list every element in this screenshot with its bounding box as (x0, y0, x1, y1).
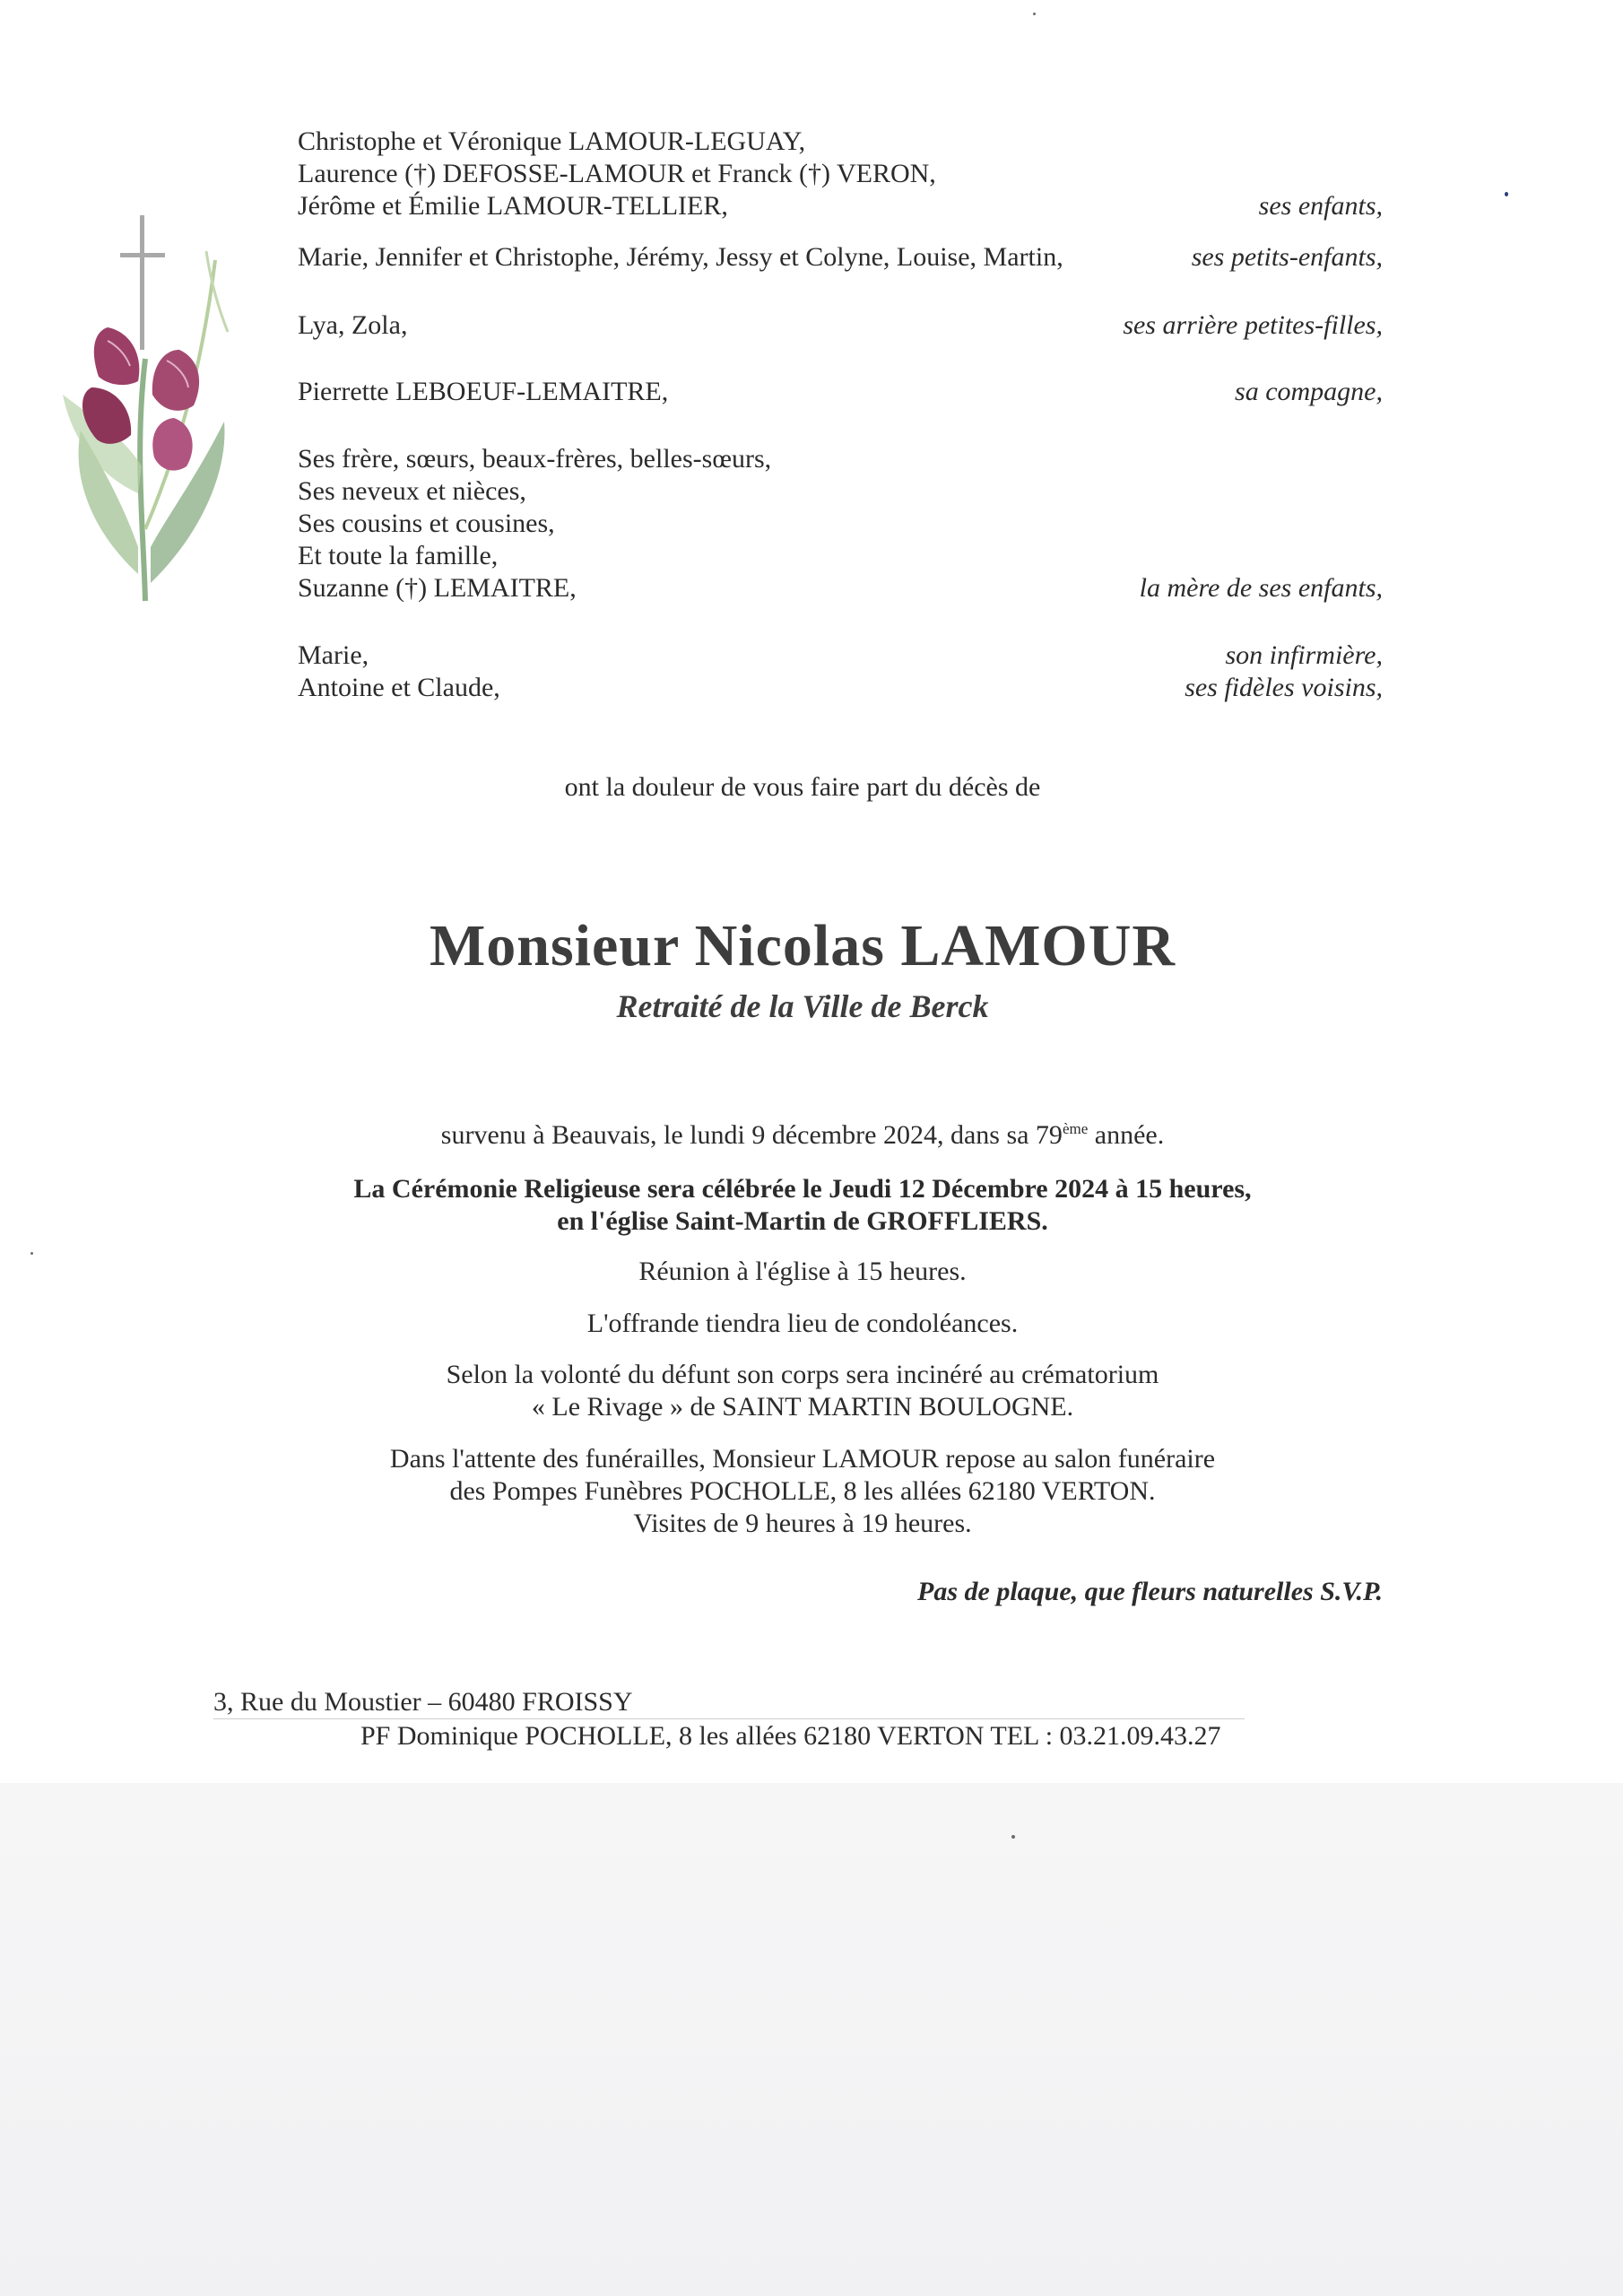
mother-of-children-line: Suzanne (†) LEMAITRE, (298, 573, 577, 603)
mother-of-children-role: la mère de ses enfants, (1139, 573, 1383, 603)
partner-line: Pierrette LEBOEUF-LEMAITRE, (298, 377, 669, 406)
scan-speck (1011, 1835, 1015, 1839)
relatives-line: Ses neveux et nièces, (298, 476, 526, 506)
deceased-occupation: Retraité de la Ville de Berck (616, 988, 989, 1024)
scan-speck (1033, 13, 1036, 15)
flowers-note: Pas de plaque, que fleurs naturelles S.V.P. (917, 1577, 1383, 1606)
sender-address: 3, Rue du Moustier – 60480 FROISSY (213, 1687, 633, 1717)
divider (213, 1718, 1245, 1719)
offering-line: L'offrande tiendra lieu de condoléances. (586, 1309, 1019, 1338)
scan-speck (30, 1252, 33, 1255)
deceased-name: Monsieur Nicolas LAMOUR (429, 913, 1176, 978)
grandchildren-line: Marie, Jennifer et Christophe, Jérémy, Jessy et Colyne, Louise, Martin, (298, 242, 1063, 272)
nurse-line: Marie, (298, 640, 369, 670)
meeting-line: Réunion à l'église à 15 heures. (638, 1257, 967, 1286)
death-text: survenu à Beauvais, le lundi 9 décembre 2024, dans sa 79 (440, 1120, 1063, 1150)
visitation-line: Dans l'attente des funérailles, Monsieur LAMOUR repose au salon funéraire (389, 1444, 1216, 1474)
announcement-text: ont la douleur de vous faire part du décès de (564, 772, 1041, 802)
ceremony-line: en l'église Saint-Martin de GROFFLIERS. (557, 1206, 1048, 1236)
visitation-line: Visites de 9 heures à 19 heures. (633, 1509, 972, 1538)
children-line: Laurence (†) DEFOSSE-LAMOUR et Franck (†) VERON, (298, 159, 936, 188)
scanner-background (0, 1783, 1623, 2296)
children-line: Jérôme et Émilie LAMOUR-TELLIER, (298, 191, 728, 221)
visitation-line: des Pompes Funèbres POCHOLLE, 8 les allées 62180 VERTON. (449, 1476, 1156, 1506)
cremation-line: « Le Rivage » de SAINT MARTIN BOULOGNE. (531, 1392, 1074, 1422)
neighbours-role: ses fidèles voisins, (1185, 673, 1383, 702)
partner-role: sa compagne, (1235, 377, 1383, 406)
scan-speck (1505, 192, 1508, 196)
relatives-line: Ses cousins et cousines, (298, 509, 555, 538)
neighbours-line: Antoine et Claude, (298, 673, 500, 702)
relatives-line: Et toute la famille, (298, 541, 499, 570)
children-line: Christophe et Véronique LAMOUR-LEGUAY, (298, 126, 806, 156)
calla-lily-illustration (45, 152, 233, 628)
children-role: ses enfants, (1258, 191, 1383, 221)
nurse-role: son infirmière, (1225, 640, 1383, 670)
great-grandchildren-role: ses arrière petites-filles, (1123, 310, 1383, 340)
ceremony-line: La Cérémonie Religieuse sera célébrée le Jeudi 12 Décembre 2024 à 15 heures, (353, 1174, 1252, 1204)
great-grandchildren-line: Lya, Zola, (298, 310, 408, 340)
death-ordinal-suffix: ème (1062, 1120, 1089, 1137)
cross-icon (120, 215, 165, 350)
cremation-line: Selon la volonté du défunt son corps sera incinéré au crématorium (446, 1360, 1159, 1389)
relatives-line: Ses frère, sœurs, beaux-frères, belles-sœurs, (298, 444, 772, 474)
death-notice (0, 1119, 1605, 1152)
death-text-end: année. (1088, 1120, 1165, 1150)
grandchildren-role: ses petits-enfants, (1191, 242, 1383, 272)
funeral-home-line: PF Dominique POCHOLLE, 8 les allées 62180 VERTON TEL : 03.21.09.43.27 (360, 1721, 1221, 1751)
